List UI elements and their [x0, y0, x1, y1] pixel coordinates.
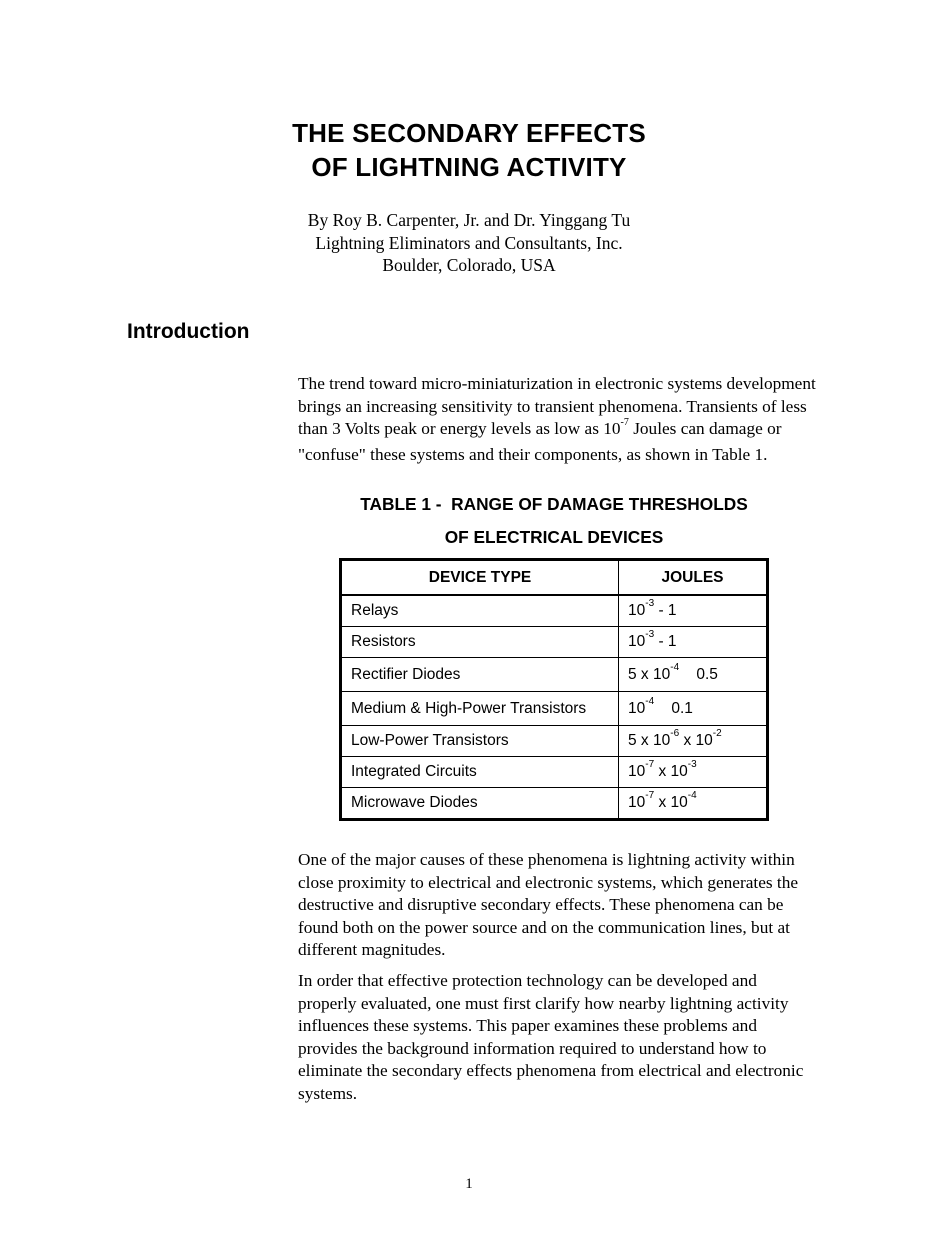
- joules-cell: [619, 658, 768, 692]
- exponent: -2: [712, 728, 722, 739]
- paper-title: [0, 116, 938, 184]
- exponent: -7: [620, 417, 629, 428]
- joules-text: - 1: [654, 633, 677, 650]
- location: Boulder, Colorado, USA: [382, 255, 556, 275]
- table-row: [341, 692, 768, 726]
- joules-text: 10: [628, 699, 646, 717]
- joules-cell: [619, 726, 768, 757]
- page-number: 1: [465, 1176, 473, 1192]
- device-type-cell: Resistors: [341, 627, 619, 658]
- table-row: [341, 757, 768, 788]
- section-heading-introduction: Introduction: [127, 320, 250, 343]
- exponent: -3: [687, 759, 697, 770]
- device-type-cell: Relays: [341, 595, 619, 627]
- authors: By Roy B. Carpenter, Jr. and Dr. Yinggang Tu: [307, 210, 631, 230]
- joules-cell: [619, 757, 768, 788]
- joules-text: 0.5: [679, 665, 718, 683]
- joules-text: x 10: [654, 763, 688, 780]
- joules-text: x 10: [654, 794, 688, 811]
- joules-text: 0.1: [654, 699, 693, 717]
- exponent: -6: [670, 728, 680, 739]
- title-line-2: OF LIGHTNING ACTIVITY: [311, 152, 627, 182]
- joules-text: 10: [628, 763, 646, 780]
- organization: Lightning Eliminators and Consultants, Inc.: [315, 232, 623, 253]
- device-type-cell: Microwave Diodes: [341, 788, 619, 820]
- table-row: [341, 627, 768, 658]
- device-type-cell: Integrated Circuits: [341, 757, 619, 788]
- exponent: -7: [645, 790, 655, 801]
- joules-cell: [619, 692, 768, 726]
- table-row: [341, 788, 768, 820]
- column-header-device-type: DEVICE TYPE: [341, 560, 619, 596]
- table-caption-line-1: TABLE 1 - RANGE OF DAMAGE THRESHOLDS: [360, 494, 748, 514]
- device-type-cell: Low-Power Transistors: [341, 726, 619, 757]
- exponent: -3: [645, 629, 655, 640]
- joules-cell: [619, 788, 768, 820]
- joules-text: 10: [628, 602, 646, 619]
- paragraph-text: The trend toward micro-miniaturization in electronic systems development brings an increasing sensitivity to transient phenomena. Transients of less than 3 Volts peak or energy levels as low as 10: [298, 374, 816, 438]
- joules-text: 10: [628, 633, 646, 650]
- joules-text: - 1: [654, 602, 677, 619]
- paragraph-text: Joules can damage or "confuse" these systems and their components, as shown in Table 1.: [298, 419, 782, 464]
- exponent: -4: [687, 790, 697, 801]
- joules-text: 5 x 10: [628, 665, 671, 683]
- exponent: -7: [645, 759, 655, 770]
- byline: [0, 209, 938, 277]
- damage-thresholds-table: [339, 558, 769, 821]
- joules-cell: [619, 627, 768, 658]
- joules-text: 5 x 10: [628, 732, 671, 749]
- intro-paragraph-3: In order that effective protection technology can be developed and properly evaluated, one must first clarify how nearby lightning activity influences these systems. This paper examines these problems and provides the background information required to understand how to eliminate the secondary effects phenomena from electrical and electronic systems.: [298, 971, 804, 1103]
- joules-text: x 10: [679, 732, 713, 749]
- device-type-cell: Rectifier Diodes: [341, 658, 619, 692]
- exponent: -4: [670, 661, 680, 673]
- joules-cell: [619, 595, 768, 627]
- intro-paragraph-2: One of the major causes of these phenomena is lightning activity within close proximity to electrical and electronic systems, which generates the destructive and disruptive secondary effects. These phenomena can be found both on the power source and on the communication lines, but at different magnitudes.: [298, 850, 799, 959]
- intro-paragraph-1: [298, 373, 818, 466]
- exponent: -3: [645, 598, 655, 609]
- table-header-row: [341, 560, 768, 596]
- table-row: [341, 595, 768, 627]
- joules-text: 10: [628, 794, 646, 811]
- table-row: [341, 726, 768, 757]
- device-type-cell: Medium & High-Power Transistors: [341, 692, 619, 726]
- column-header-joules: JOULES: [619, 560, 768, 596]
- title-line-1: THE SECONDARY EFFECTS: [292, 118, 646, 148]
- table-caption-line-2: OF ELECTRICAL DEVICES: [444, 527, 664, 547]
- table-row: [341, 658, 768, 692]
- exponent: -4: [645, 695, 655, 707]
